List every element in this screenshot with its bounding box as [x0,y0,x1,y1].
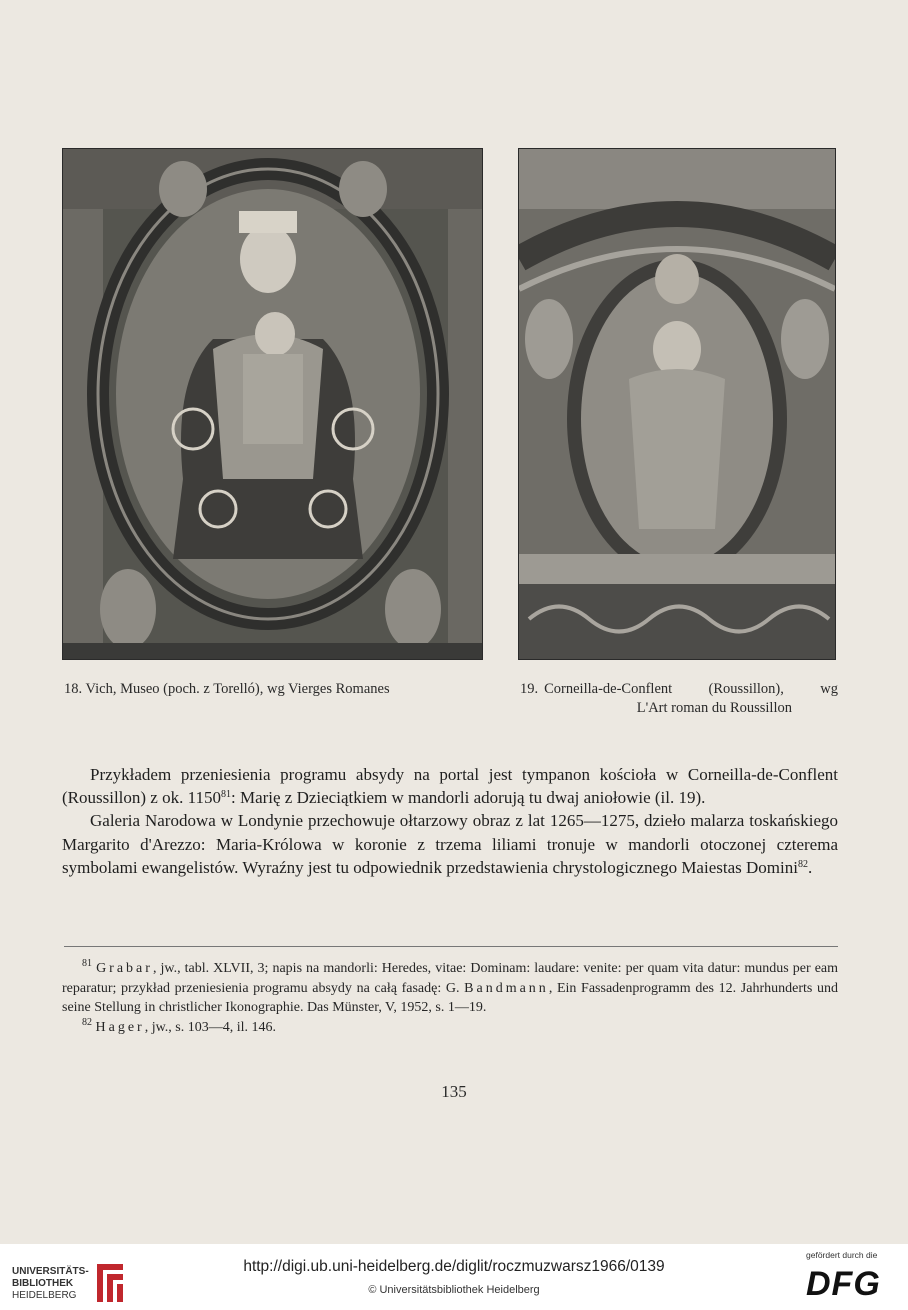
madonna-in-mandorla-illustration [63,149,482,659]
figure-caption-line2: L'Art roman du Roussillon [636,700,792,716]
page-number: 135 [441,1082,467,1101]
tympanum-illustration [519,149,835,659]
figure-19-image [518,148,836,660]
body-text [62,763,838,879]
footnote-ref: 82 [797,858,808,870]
paragraph: Galeria Narodowa w Londynie przechowuje ołtarzowy obraz z lat 1265—1275, dzieło malarza toskańskiego Margarito d'Arezzo: Maria-Królowa w koronie z trzema liliami tronuje w mandorli otoczonej czterema symbolami ewangelistów. Wyraźny jest tu odpowiednik przedstawienia chrystologicznego Maiestas Domini$^{82}$. [62,811,838,877]
footnote-divider [64,946,838,947]
author-name: Hager [95,1019,145,1035]
footnote: $^{81}$ Grabar, jw., tabl. XLVII, 3; napis na mandorli: Heredes, vitae: Dominam: laudare: venite: per quam vita datur: mundus per eam reparatur; przykład przeniesienia programu absydy na całą fasadę: G. Bandmann, Ein Fassadenprogramm des 12. Jahrhunderts und seine Stellung in christlicher Ikonographie. Das Münster, V, 1952, s. 1—19. [62,958,839,1015]
copyright-notice: © Universitätsbibliothek Heidelberg [368,1284,540,1296]
library-name: UNIVERSITÄTS- BIBLIOTHEK HEIDELBERG [12,1266,89,1301]
footer [0,1244,908,1310]
figure-caption-line1: Corneilla-de-Conflent (Roussillon), wg [544,681,838,697]
permalink-url[interactable]: http://digi.ub.uni-heidelberg.de/diglit/roczmuzwarsz1966/0139 [243,1258,665,1275]
paragraph: Przykładem przeniesienia programu absydy na portal jest tympanon kościoła w Corneilla-de-Conflent (Roussillon) z ok. 1150$^{81}$: Marię z Dzieciątkiem w mandorli adorują tu dwaj aniołowie (il. 19). [62,765,838,808]
figure-caption-text: Vich, Museo (poch. z Torelló), wg Vierges Romanes [85,681,390,697]
footnote-ref: 81 [220,789,231,801]
footnotes [62,959,838,1037]
figure-19-caption [520,680,838,718]
dfg-logo: DFG [806,1265,881,1303]
author-name: Grabar [96,961,153,976]
figure-18-image [62,148,483,660]
author-name: Bandmann [464,980,549,996]
figure-number: 19. [520,681,539,697]
figure-18-caption [64,680,484,699]
funder-note: gefördert durch die [806,1250,878,1260]
figure-number: 18. [64,681,83,697]
footnote: $^{82}$ Hager, jw., s. 103—4, il. 146. [82,1016,277,1035]
